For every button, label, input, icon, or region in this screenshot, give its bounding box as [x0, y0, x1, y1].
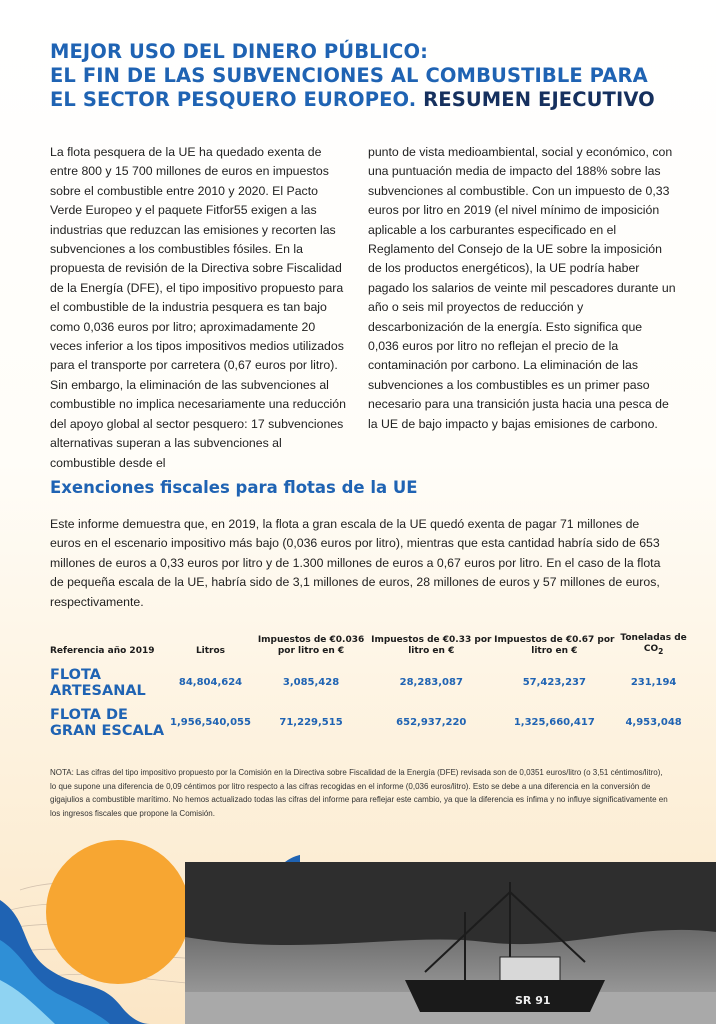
body-left-column: La flota pesquera de la UE ha quedado exenta de entre 800 y 15 700 millones de euros en impuestos sobre el combustible entre 2010 y 2020. El Pacto Verde Europeo y el paquete Fitfor55 exigen a las industrias que reduzcan las emisiones y recorten las subvenciones a los combustibles fósiles. En la propuesta de revisión de la Directiva sobre Fiscalidad de la Energía (DFE), el tipo impositivo propuesto para el combustible de la industria pesquera es tan bajo como 0,036 euros por litro; aproximadamente 20 veces inferior a los tipos impositivos medios utilizados para el transporte por carretera (0,67 euros por litro). Sin embargo, la eliminación de las subvenciones al combustible no implica necesariamente una reducción del apoyo global al sector pesquero: 17 subvenciones alternativas superan a las subvenciones al combustible desde el	[50, 145, 346, 470]
page-title	[50, 40, 670, 112]
section-intro: Este informe demuestra que, en 2019, la flota a gran escala de la UE quedó exenta de pagar 71 millones de euros en el escenario impositivo más bajo (0,036 euros por litro), mientras que esta cantidad habría sido de 653 millones de euros a 0,33 euros por litro y de 1.300 millones de euros a 0,67 euros por litro. En el caso de la flota de pequeña escala de la UE, habría sido de 3,1 millones de euros, 28 millones de euros y 57 millones de euros, respectivamente.	[50, 517, 661, 609]
header-tax-0036: Impuestos de €0.036 por litro en €	[257, 634, 365, 656]
table-row	[50, 703, 690, 743]
body-right-column: punto de vista medioambiental, social y económico, con una puntuación media de impacto del 188% sobre las subvenciones al combustible. Con un impuesto de 0,33 euros por litro en 2019 (el nivel mínimo de imposición aplicable a los carburantes especificado en el Reglamento del Consejo de la UE sobre la imposición de los productos energéticos), la UE podría haber pagado los salarios de veinte mil pescadores durante un año o seis mil proyectos de reducción y descarbonización de la energía. Esto significa que 0,036 euros por litro no reflejan el precio de la contaminación por carbono. La eliminación de las subvenciones a los combustibles es un primer paso necesario para una transición justa hacia una pesca de la UE de bajo impacto y bajas emisiones de carbono.	[368, 145, 676, 431]
cell-tax-067: 1,325,660,417	[513, 717, 595, 729]
cell-liters: 84,804,624	[178, 677, 243, 689]
cell-co2: 231,194	[630, 677, 677, 689]
table-header-row	[50, 633, 690, 663]
cell-tax-033: 28,283,087	[399, 677, 463, 689]
boat-cabin	[500, 957, 560, 982]
cell-co2: 4,953,048	[625, 717, 682, 729]
hillside-shape	[185, 862, 716, 945]
header-tax-067: Impuestos de €0.67 por litro en €	[494, 634, 615, 656]
boat-id-label: SR 91	[515, 994, 551, 1007]
header-co2-text: Toneladas de CO	[620, 633, 687, 654]
row-label-large-scale: FLOTA DE GRAN ESCALA	[50, 706, 165, 739]
section-heading: Exenciones fiscales para flotas de la UE	[50, 478, 418, 497]
header-tax-033: Impuestos de €0.33 por litro en €	[371, 634, 492, 656]
cell-tax-033: 652,937,220	[396, 717, 467, 729]
cell-liters: 1,956,540,055	[170, 717, 251, 729]
header-co2-subscript: 2	[658, 646, 664, 656]
small-wave-shape	[285, 853, 300, 862]
fishing-boat-photo	[185, 862, 716, 1024]
footnote: NOTA: Las cifras del tipo impositivo propuesto por la Comisión en la Directiva sobre Fiscalidad de la Energía (DFE) revisada son de 0,0351 euros/litro (o 3,51 céntimos/litro), lo que supone una diferencia de 0,09 céntimos por litro respecto a las cifras recogidas en el informe (0,036 euros/litro). Esto se debe a una diferencia en la conversión de gigajulios a combustible marítimo. No hemos actualizado todas las cifras del informe para reflejar este cambio, ya que la diferencia es ínfima y no influye significativamente en los ingresos fiscales que propone la Comisión.	[50, 768, 668, 818]
title-line-2: EL FIN DE LAS SUBVENCIONES AL COMBUSTIBLE PARA	[50, 64, 648, 87]
title-line-3: EL SECTOR PESQUERO EUROPEO.	[50, 88, 417, 111]
title-line-1: MEJOR USO DEL DINERO PÚBLICO:	[50, 40, 429, 63]
title-summary-label: RESUMEN EJECUTIVO	[416, 88, 655, 111]
cell-tax-0036: 71,229,515	[279, 717, 343, 729]
table-row	[50, 663, 690, 703]
header-co2-tonnes	[617, 633, 690, 663]
row-label-artisanal: FLOTA ARTESANAL	[50, 666, 146, 699]
header-reference-year: Referencia año 2019	[50, 645, 155, 656]
cell-tax-067: 57,423,237	[522, 677, 586, 689]
header-liters: Litros	[195, 645, 226, 656]
sun-shape	[46, 840, 190, 984]
boat-hull	[405, 980, 605, 1012]
cell-tax-0036: 3,085,428	[282, 677, 340, 689]
boat-illustration	[185, 862, 716, 1024]
fleet-tax-table	[50, 633, 690, 743]
